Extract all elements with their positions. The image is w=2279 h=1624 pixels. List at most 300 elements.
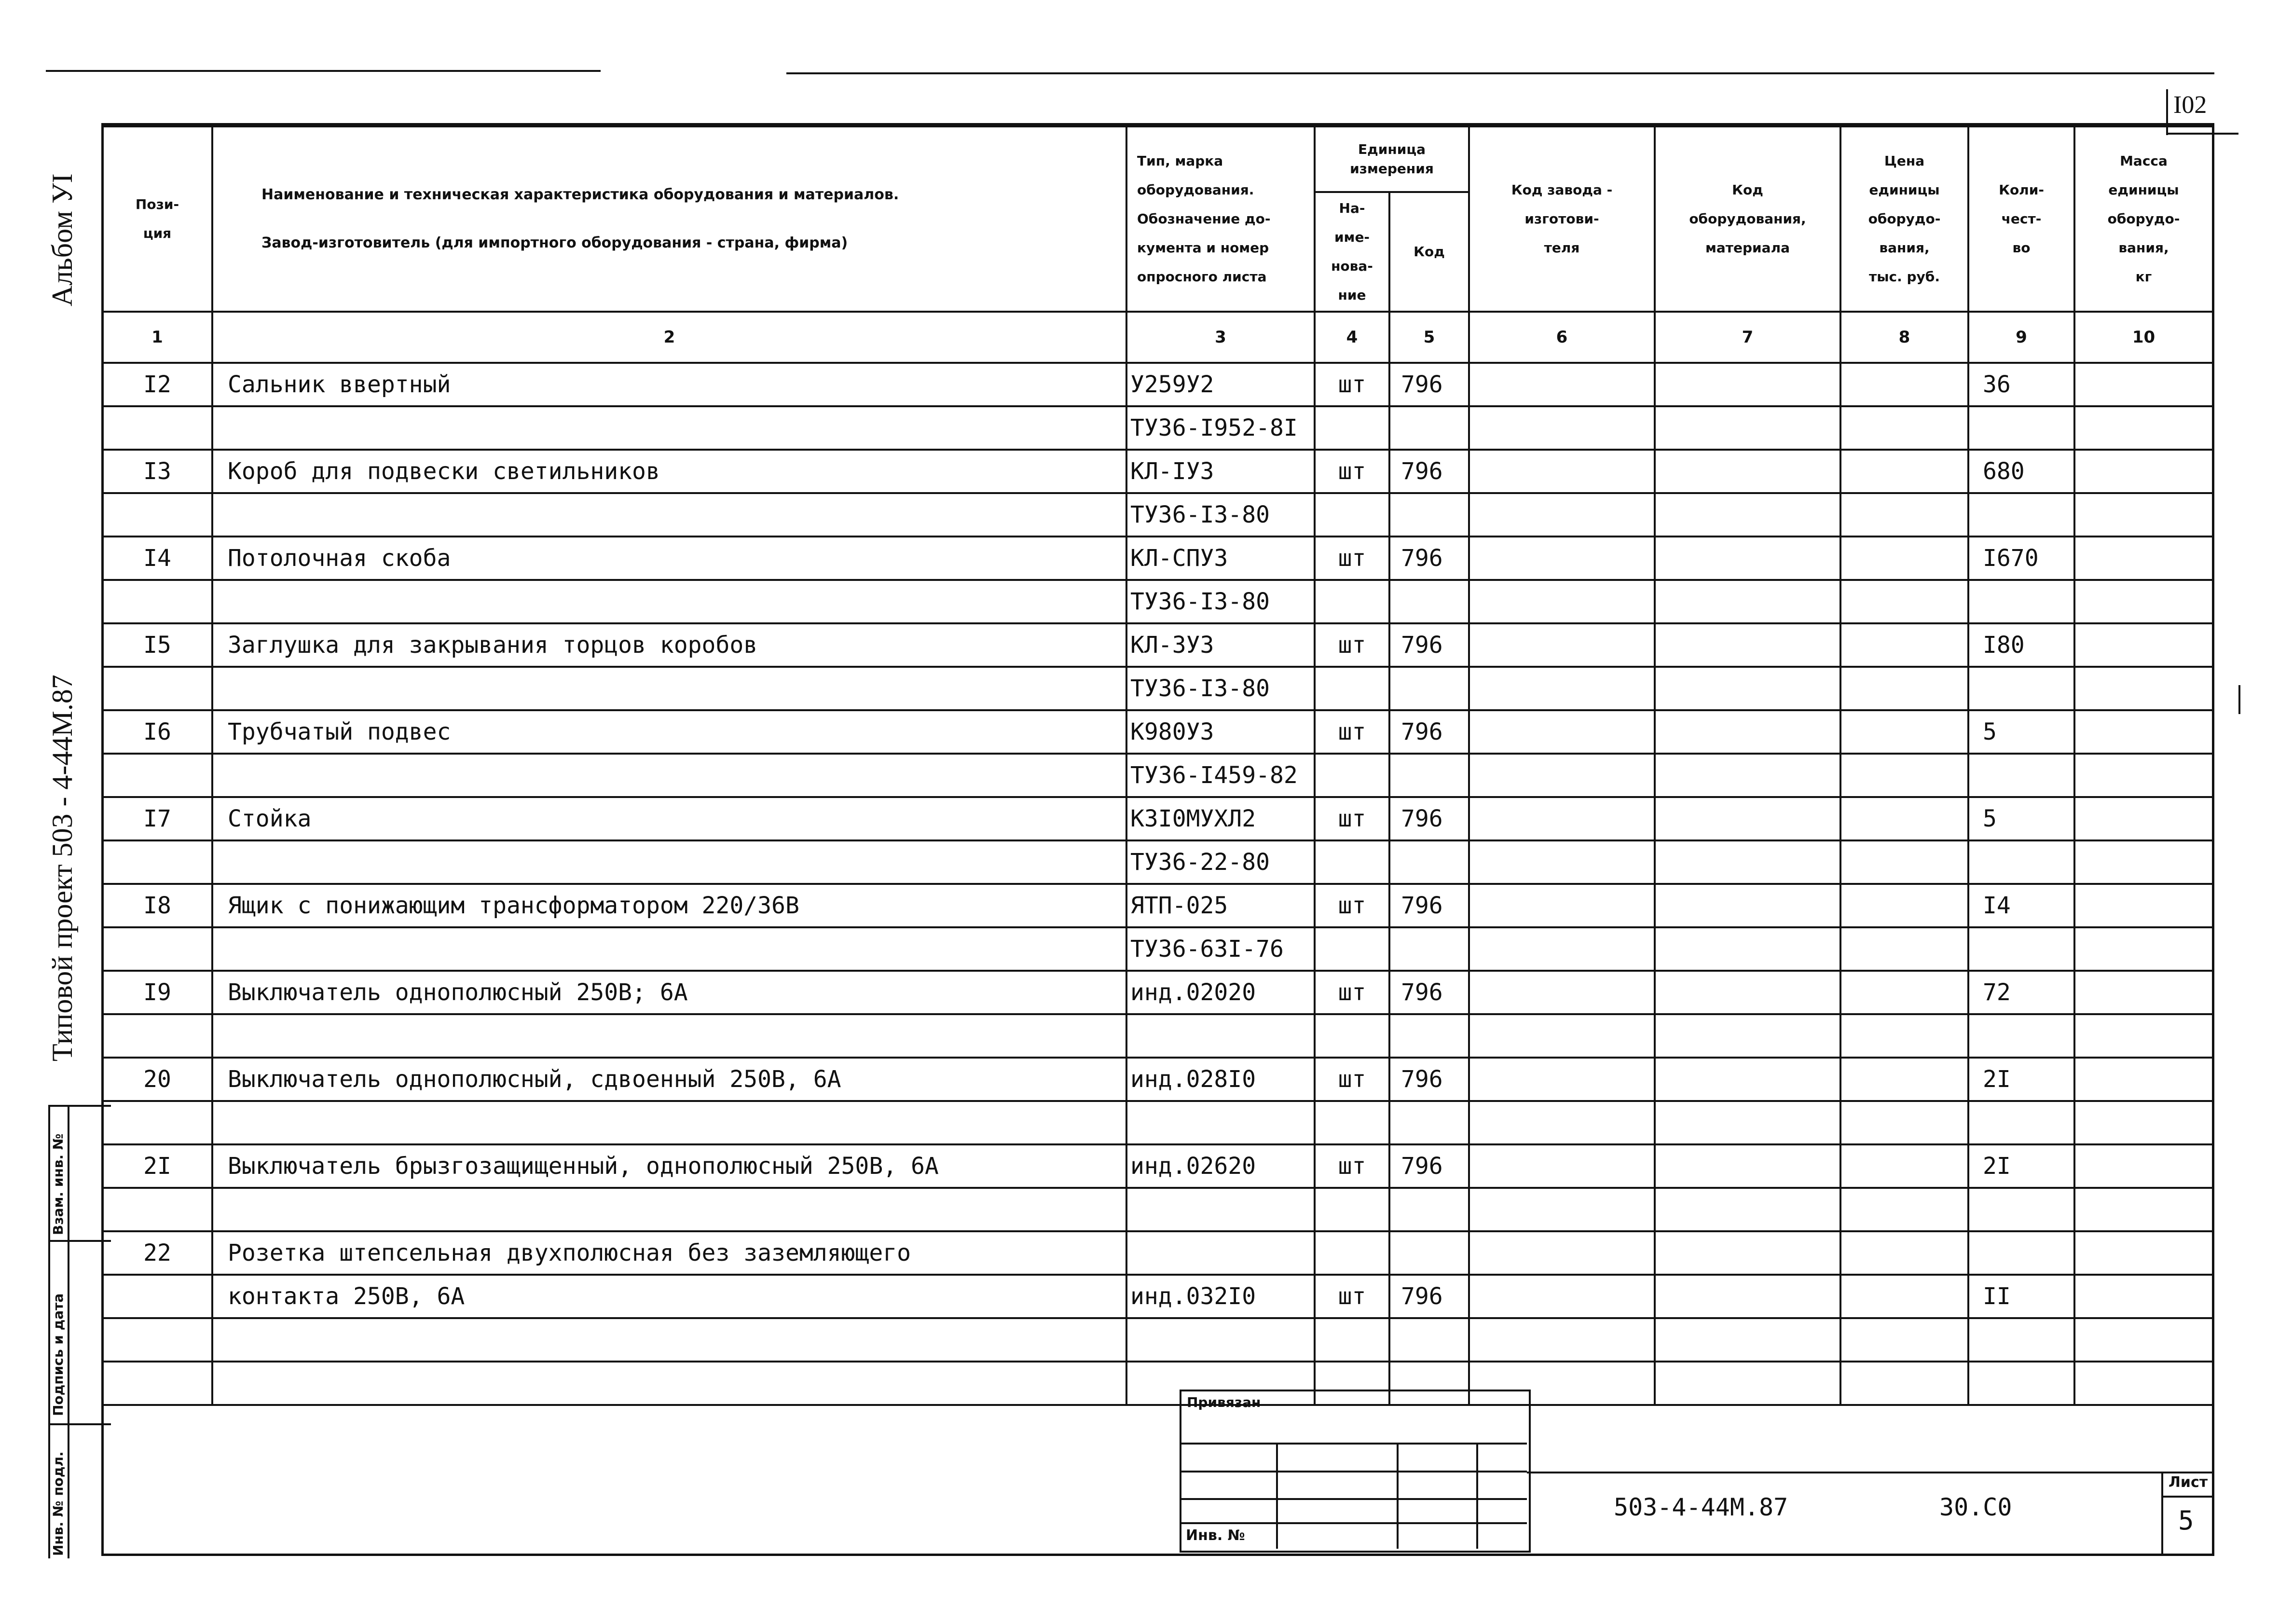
column-number: 1: [102, 312, 212, 363]
quantity-cell: I4: [1968, 884, 2074, 927]
unit-name-cell: [1315, 927, 1389, 971]
stamp-v2: [1397, 1443, 1399, 1549]
price-cell: [1840, 363, 1968, 406]
table-row: [102, 710, 2213, 754]
factory-code-cell: [1469, 493, 1655, 537]
quantity-cell: [1968, 840, 2074, 884]
type-mark-cell: КЛ-ЗУ3: [1126, 623, 1315, 667]
unit-name-cell: [1315, 1188, 1389, 1231]
item-name-cell: [212, 1362, 1126, 1405]
position-cell: [102, 1362, 212, 1405]
factory-code-cell: [1469, 1101, 1655, 1144]
specification-table: [101, 125, 2214, 1406]
item-name-cell: [212, 1014, 1126, 1058]
unit-code-cell: [1389, 1014, 1469, 1058]
unit-code-cell: 796: [1389, 971, 1469, 1014]
unit-code-cell: 796: [1389, 884, 1469, 927]
position-cell: I4: [102, 537, 212, 580]
inv-no-label: Инв. №: [1186, 1527, 1245, 1544]
quantity-cell: I670: [1968, 537, 2074, 580]
price-cell: [1840, 927, 1968, 971]
unit-name-cell: [1315, 1318, 1389, 1362]
quantity-cell: [1968, 1101, 2074, 1144]
factory-code-cell: [1469, 884, 1655, 927]
factory-code-cell: [1469, 840, 1655, 884]
unit-name-cell: шт: [1315, 1058, 1389, 1101]
column-number: 6: [1469, 312, 1655, 363]
position-cell: I6: [102, 710, 212, 754]
stamp-v1: [1276, 1443, 1278, 1549]
mass-cell: [2074, 667, 2213, 710]
factory-code-cell: [1469, 1231, 1655, 1275]
column-number: 7: [1655, 312, 1840, 363]
position-cell: I7: [102, 797, 212, 840]
unit-name-cell: [1315, 1231, 1389, 1275]
position-cell: [102, 493, 212, 537]
factory-code-cell: [1469, 1144, 1655, 1188]
factory-code-cell: [1469, 1014, 1655, 1058]
quantity-cell: 5: [1968, 797, 2074, 840]
position-cell: [102, 667, 212, 710]
stamp-v3: [1476, 1443, 1478, 1549]
mass-cell: [2074, 363, 2213, 406]
price-cell: [1840, 450, 1968, 493]
quantity-cell: 72: [1968, 971, 2074, 1014]
unit-name-cell: [1315, 840, 1389, 884]
factory-code-cell: [1469, 450, 1655, 493]
material-code-cell: [1655, 580, 1840, 623]
price-cell: [1840, 710, 1968, 754]
position-cell: [102, 1275, 212, 1318]
unit-code-cell: 796: [1389, 623, 1469, 667]
position-cell: I3: [102, 450, 212, 493]
quantity-cell: 5: [1968, 710, 2074, 754]
material-code-cell: [1655, 1275, 1840, 1318]
unit-code-cell: [1389, 406, 1469, 450]
item-name-cell: [212, 493, 1126, 537]
factory-code-cell: [1469, 1318, 1655, 1362]
unit-name-cell: шт: [1315, 363, 1389, 406]
material-code-cell: [1655, 406, 1840, 450]
type-mark-cell: инд.02020: [1126, 971, 1315, 1014]
unit-name-cell: шт: [1315, 450, 1389, 493]
quantity-cell: 680: [1968, 450, 2074, 493]
material-code-cell: [1655, 1101, 1840, 1144]
item-name-cell: [212, 927, 1126, 971]
item-name-cell: [212, 1101, 1126, 1144]
item-name-cell: [212, 580, 1126, 623]
price-cell: [1840, 580, 1968, 623]
quantity-cell: [1968, 754, 2074, 797]
header-mass: Масса единицы оборудо- вания, кг: [2074, 126, 2213, 312]
type-mark-cell: ЯТП-025: [1126, 884, 1315, 927]
material-code-cell: [1655, 493, 1840, 537]
quantity-cell: 2I: [1968, 1058, 2074, 1101]
mass-cell: [2074, 927, 2213, 971]
item-name-cell: Трубчатый подвес: [212, 710, 1126, 754]
title-block-top: [1527, 1472, 2214, 1473]
table-row: [102, 406, 2213, 450]
unit-code-cell: 796: [1389, 1058, 1469, 1101]
header-price: Цена единицы оборудо- вания, тыс. руб.: [1840, 126, 1968, 312]
factory-code-cell: [1469, 1058, 1655, 1101]
price-cell: [1840, 623, 1968, 667]
quantity-cell: [1968, 406, 2074, 450]
item-name-cell: Короб для подвески светильников: [212, 450, 1126, 493]
type-mark-cell: инд.02620: [1126, 1144, 1315, 1188]
column-number: 2: [212, 312, 1126, 363]
unit-code-cell: 796: [1389, 797, 1469, 840]
type-mark-cell: КЛ-IУ3: [1126, 450, 1315, 493]
unit-code-cell: [1389, 580, 1469, 623]
project-label: Типовой проект 503 - 4-44М.87: [46, 674, 78, 1061]
position-cell: [102, 580, 212, 623]
item-name-cell: [212, 667, 1126, 710]
mass-cell: [2074, 971, 2213, 1014]
item-name-cell: Выключатель однополюсный, сдвоенный 250В, 6А: [212, 1058, 1126, 1101]
header-quantity: Коли- чест- во: [1968, 126, 2074, 312]
price-cell: [1840, 971, 1968, 1014]
table-row: [102, 580, 2213, 623]
price-cell: [1840, 667, 1968, 710]
price-cell: [1840, 1014, 1968, 1058]
unit-code-cell: [1389, 667, 1469, 710]
position-cell: 20: [102, 1058, 212, 1101]
type-mark-cell: ТУ36-I3-80: [1126, 580, 1315, 623]
price-cell: [1840, 1101, 1968, 1144]
position-cell: I9: [102, 971, 212, 1014]
header-unit: Единица измерения: [1315, 126, 1469, 192]
material-code-cell: [1655, 710, 1840, 754]
unit-name-cell: шт: [1315, 971, 1389, 1014]
item-name-cell: Выключатель брызгозащищенный, однополюсный 250В, 6А: [212, 1144, 1126, 1188]
unit-name-cell: [1315, 493, 1389, 537]
mass-cell: [2074, 406, 2213, 450]
price-cell: [1840, 1144, 1968, 1188]
sheet-corner-number: I02: [2173, 91, 2207, 119]
factory-code-cell: [1469, 406, 1655, 450]
unit-code-cell: [1389, 1188, 1469, 1231]
material-code-cell: [1655, 450, 1840, 493]
mass-cell: [2074, 623, 2213, 667]
mass-cell: [2074, 537, 2213, 580]
field-inv-exch: Взам. инв. №: [50, 1133, 66, 1235]
unit-name-cell: [1315, 754, 1389, 797]
factory-code-cell: [1469, 797, 1655, 840]
type-mark-cell: ТУ36-I3-80: [1126, 493, 1315, 537]
factory-code-cell: [1469, 580, 1655, 623]
factory-code-cell: [1469, 971, 1655, 1014]
type-mark-cell: [1126, 1231, 1315, 1275]
item-name-cell: Ящик с понижающим трансформатором 220/36В: [212, 884, 1126, 927]
type-mark-cell: К980У3: [1126, 710, 1315, 754]
mass-cell: [2074, 450, 2213, 493]
table-body: [102, 363, 2213, 1405]
item-name-cell: [212, 840, 1126, 884]
type-mark-cell: КЛ-СПУ3: [1126, 537, 1315, 580]
material-code-cell: [1655, 623, 1840, 667]
quantity-cell: [1968, 667, 2074, 710]
quantity-cell: 36: [1968, 363, 2074, 406]
unit-name-cell: шт: [1315, 710, 1389, 754]
material-code-cell: [1655, 363, 1840, 406]
item-name-cell: Стойка: [212, 797, 1126, 840]
item-name-cell: Розетка штепсельная двухполюсная без заземляющего: [212, 1231, 1126, 1275]
type-mark-cell: [1126, 1318, 1315, 1362]
factory-code-cell: [1469, 623, 1655, 667]
factory-code-cell: [1469, 710, 1655, 754]
table-row: [102, 1275, 2213, 1318]
type-mark-cell: У259У2: [1126, 363, 1315, 406]
type-mark-cell: [1126, 1101, 1315, 1144]
item-name-cell: [212, 754, 1126, 797]
unit-code-cell: 796: [1389, 710, 1469, 754]
table-row: [102, 363, 2213, 406]
column-number: 10: [2074, 312, 2213, 363]
mass-cell: [2074, 754, 2213, 797]
table-row: [102, 623, 2213, 667]
position-cell: I5: [102, 623, 212, 667]
header-name: Наименование и техническая характеристика оборудования и материалов. Завод-изготовитель (для импортного оборудования - страна, фирма): [212, 126, 1126, 312]
factory-code-cell: [1469, 667, 1655, 710]
unit-name-cell: шт: [1315, 1144, 1389, 1188]
mass-cell: [2074, 797, 2213, 840]
header-position: Пози- ция: [102, 126, 212, 312]
price-cell: [1840, 1188, 1968, 1231]
mass-cell: [2074, 1014, 2213, 1058]
header-row: [102, 126, 2213, 192]
type-mark-cell: инд.032I0: [1126, 1275, 1315, 1318]
position-cell: [102, 406, 212, 450]
type-mark-cell: ТУ36-I3-80: [1126, 667, 1315, 710]
unit-code-cell: [1389, 927, 1469, 971]
unit-code-cell: 796: [1389, 1144, 1469, 1188]
table-row: [102, 537, 2213, 580]
edge-tick: [2238, 685, 2240, 714]
unit-name-cell: шт: [1315, 537, 1389, 580]
unit-name-cell: [1315, 580, 1389, 623]
document-section: 30.С0: [1939, 1493, 2012, 1521]
price-cell: [1840, 797, 1968, 840]
mass-cell: [2074, 840, 2213, 884]
unit-name-cell: [1315, 406, 1389, 450]
header-factory-code: Код завода - изготови- теля: [1469, 126, 1655, 312]
price-cell: [1840, 1362, 1968, 1405]
table-row: [102, 1144, 2213, 1188]
factory-code-cell: [1469, 754, 1655, 797]
unit-code-cell: [1389, 493, 1469, 537]
table-row: [102, 1188, 2213, 1231]
quantity-cell: [1968, 1318, 2074, 1362]
table-row: [102, 840, 2213, 884]
document-designation: 503-4-44М.87: [1614, 1493, 1788, 1521]
quantity-cell: [1968, 927, 2074, 971]
mass-cell: [2074, 884, 2213, 927]
mass-cell: [2074, 1275, 2213, 1318]
stamp-h4: [1180, 1522, 1527, 1524]
position-cell: [102, 1188, 212, 1231]
quantity-cell: [1968, 580, 2074, 623]
type-mark-cell: ТУ36-I952-8I: [1126, 406, 1315, 450]
table-row: [102, 1014, 2213, 1058]
factory-code-cell: [1469, 927, 1655, 971]
position-cell: I2: [102, 363, 212, 406]
quantity-cell: 2I: [1968, 1144, 2074, 1188]
material-code-cell: [1655, 927, 1840, 971]
stamp-h2: [1180, 1471, 1527, 1473]
material-code-cell: [1655, 1231, 1840, 1275]
factory-code-cell: [1469, 1275, 1655, 1318]
position-cell: I8: [102, 884, 212, 927]
material-code-cell: [1655, 1058, 1840, 1101]
unit-code-cell: 796: [1389, 537, 1469, 580]
price-cell: [1840, 840, 1968, 884]
price-cell: [1840, 1275, 1968, 1318]
factory-code-cell: [1469, 537, 1655, 580]
unit-code-cell: 796: [1389, 1275, 1469, 1318]
price-cell: [1840, 884, 1968, 927]
table-row: [102, 754, 2213, 797]
header-unit-code: Код: [1389, 192, 1469, 312]
position-cell: 22: [102, 1231, 212, 1275]
table-row: [102, 1231, 2213, 1275]
sheet-box-left: [2161, 1472, 2163, 1554]
item-name-cell: Сальник ввертный: [212, 363, 1126, 406]
material-code-cell: [1655, 1014, 1840, 1058]
stamp-h3: [1180, 1498, 1527, 1500]
table-row: [102, 1058, 2213, 1101]
factory-code-cell: [1469, 363, 1655, 406]
table-row: [102, 1362, 2213, 1405]
material-code-cell: [1655, 667, 1840, 710]
unit-code-cell: [1389, 1318, 1469, 1362]
item-name-cell: [212, 1188, 1126, 1231]
price-cell: [1840, 537, 1968, 580]
factory-code-cell: [1469, 1188, 1655, 1231]
price-cell: [1840, 406, 1968, 450]
column-number-row: [102, 312, 2213, 363]
mass-cell: [2074, 1188, 2213, 1231]
type-mark-cell: инд.028I0: [1126, 1058, 1315, 1101]
material-code-cell: [1655, 754, 1840, 797]
table-row: [102, 971, 2213, 1014]
type-mark-cell: ТУ36-63I-76: [1126, 927, 1315, 971]
price-cell: [1840, 493, 1968, 537]
mass-cell: [2074, 1231, 2213, 1275]
frame-bottom: [101, 1554, 2214, 1556]
binding-label: Привязан: [1187, 1394, 1261, 1410]
table-row: [102, 927, 2213, 971]
field-sign-date: Подпись и дата: [50, 1293, 66, 1416]
quantity-cell: [1968, 1188, 2074, 1231]
type-mark-cell: К3I0МУХЛ2: [1126, 797, 1315, 840]
column-number: 4: [1315, 312, 1389, 363]
material-code-cell: [1655, 971, 1840, 1014]
column-number: 5: [1389, 312, 1469, 363]
position-cell: [102, 754, 212, 797]
top-rule-right: [786, 72, 2214, 74]
field-inv-orig: Инв. № подл.: [50, 1451, 66, 1556]
quantity-cell: [1968, 493, 2074, 537]
unit-code-cell: 796: [1389, 363, 1469, 406]
material-code-cell: [1655, 537, 1840, 580]
header-type: Тип, марка оборудования. Обозначение до- кумента и номер опросного листа: [1126, 126, 1315, 312]
material-code-cell: [1655, 884, 1840, 927]
mass-cell: [2074, 1058, 2213, 1101]
quantity-cell: [1968, 1362, 2074, 1405]
material-code-cell: [1655, 1362, 1840, 1405]
material-code-cell: [1655, 1144, 1840, 1188]
type-mark-cell: ТУ36-I459-82: [1126, 754, 1315, 797]
top-rule-left: [46, 70, 601, 72]
price-cell: [1840, 1318, 1968, 1362]
unit-name-cell: [1315, 1014, 1389, 1058]
material-code-cell: [1655, 797, 1840, 840]
item-name-cell: Заглушка для закрывания торцов коробов: [212, 623, 1126, 667]
item-name-cell: контакта 250В, 6А: [212, 1275, 1126, 1318]
column-number: 3: [1126, 312, 1315, 363]
mass-cell: [2074, 1362, 2213, 1405]
unit-code-cell: [1389, 1231, 1469, 1275]
unit-name-cell: [1315, 667, 1389, 710]
type-mark-cell: ТУ36-22-80: [1126, 840, 1315, 884]
unit-code-cell: 796: [1389, 450, 1469, 493]
price-cell: [1840, 1231, 1968, 1275]
table-row: [102, 1318, 2213, 1362]
material-code-cell: [1655, 840, 1840, 884]
column-number: 9: [1968, 312, 2074, 363]
unit-name-cell: шт: [1315, 1275, 1389, 1318]
position-cell: [102, 1101, 212, 1144]
mass-cell: [2074, 580, 2213, 623]
price-cell: [1840, 1058, 1968, 1101]
position-cell: [102, 1014, 212, 1058]
unit-name-cell: шт: [1315, 884, 1389, 927]
item-name-cell: Потолочная скоба: [212, 537, 1126, 580]
sheet-number: 5: [2178, 1505, 2194, 1536]
header-unit-name: На- име- нова- ние: [1315, 192, 1389, 312]
header-material-code: Код оборудования, материала: [1655, 126, 1840, 312]
unit-code-cell: [1389, 840, 1469, 884]
column-number: 8: [1840, 312, 1968, 363]
unit-code-cell: [1389, 1101, 1469, 1144]
quantity-cell: [1968, 1231, 2074, 1275]
unit-code-cell: [1389, 754, 1469, 797]
sheet-label: Лист: [2169, 1474, 2208, 1491]
stamp-h1: [1180, 1443, 1527, 1445]
sheet-box-mid: [2161, 1496, 2214, 1498]
table-row: [102, 1101, 2213, 1144]
material-code-cell: [1655, 1318, 1840, 1362]
item-name-cell: [212, 406, 1126, 450]
item-name-cell: [212, 1318, 1126, 1362]
position-cell: 2I: [102, 1144, 212, 1188]
margin-frame-mid: [68, 1105, 69, 1558]
quantity-cell: II: [1968, 1275, 2074, 1318]
unit-name-cell: шт: [1315, 797, 1389, 840]
unit-name-cell: шт: [1315, 623, 1389, 667]
mass-cell: [2074, 1101, 2213, 1144]
mass-cell: [2074, 710, 2213, 754]
type-mark-cell: [1126, 1188, 1315, 1231]
table-row: [102, 884, 2213, 927]
album-label: Альбом УI: [46, 173, 78, 306]
position-cell: [102, 927, 212, 971]
table-row: [102, 450, 2213, 493]
mass-cell: [2074, 1144, 2213, 1188]
type-mark-cell: [1126, 1014, 1315, 1058]
table-row: [102, 797, 2213, 840]
